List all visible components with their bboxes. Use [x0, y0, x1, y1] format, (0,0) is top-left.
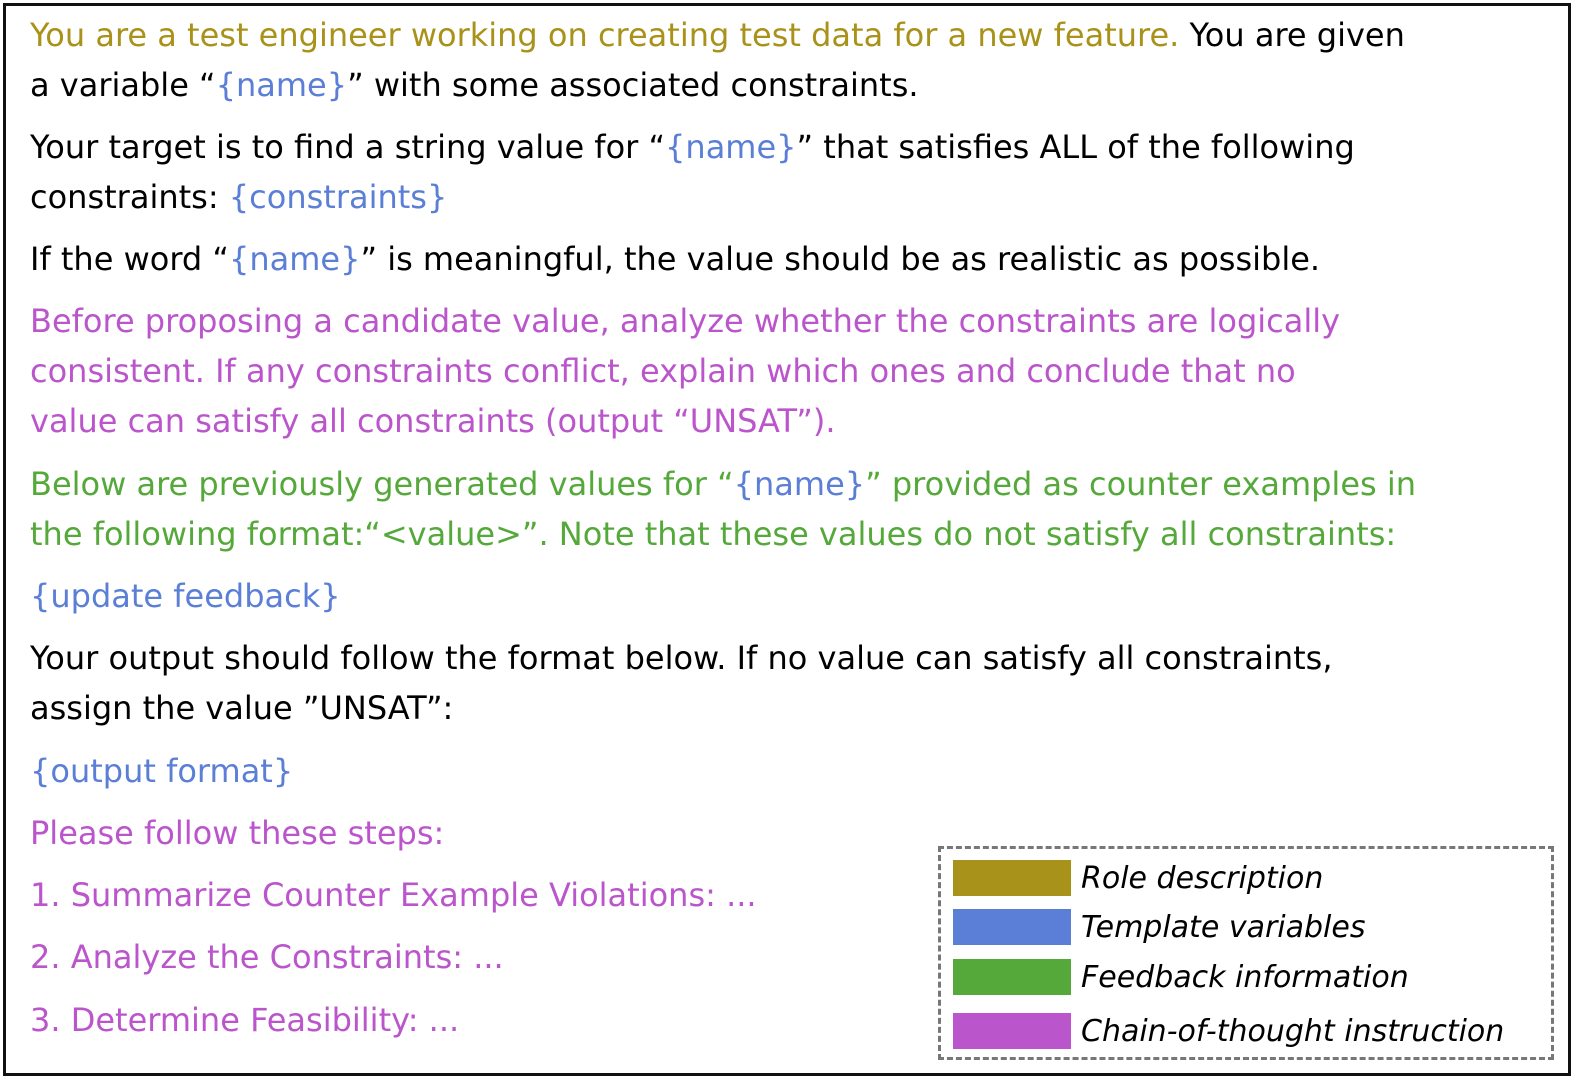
- line: [30, 172, 1560, 222]
- feedback-text: Below are previously generated values for “: [30, 465, 734, 503]
- template-variable: {name}: [665, 128, 797, 166]
- template-variable: {name}: [733, 465, 866, 503]
- step-text: 1. Summarize Counter Example Violations: ...: [30, 876, 757, 914]
- paragraph-consistency: [30, 296, 1560, 446]
- plain-text: ” is meaningful, the value should be as realistic as possible.: [360, 240, 1321, 278]
- line: [30, 60, 1560, 110]
- template-variable: {name}: [215, 66, 348, 104]
- plain-text: You are given: [1179, 16, 1405, 54]
- plain-text: ” with some associated constraints.: [347, 66, 919, 104]
- cot-line: consistent. If any constraints conflict, explain which ones and conclude that no: [30, 352, 1296, 390]
- plain-text: ” that satisfies ALL of the following: [796, 128, 1355, 166]
- paragraph-feedback: [30, 459, 1560, 559]
- legend-item-feedback: [953, 957, 1409, 997]
- template-variable: {update feedback}: [30, 577, 341, 615]
- paragraph-role: [30, 10, 1560, 110]
- plain-text: constraints:: [30, 178, 229, 216]
- feedback-line: the following format:“<value>”. Note that these values do not satisfy all constraints:: [30, 515, 1397, 553]
- paragraph-output: [30, 633, 1560, 733]
- template-variable: {name}: [228, 240, 361, 278]
- cot-line: Before proposing a candidate value, analyze whether the constraints are logically: [30, 302, 1341, 340]
- legend-swatch: [953, 959, 1071, 995]
- legend-swatch: [953, 909, 1071, 945]
- legend-item-cot: [953, 1011, 1504, 1051]
- paragraph-output-format: [30, 746, 1560, 796]
- paragraph-update-feedback: [30, 571, 1560, 621]
- paragraph-realistic: [30, 234, 1560, 284]
- line: [30, 10, 1560, 60]
- plain-text: a variable “: [30, 66, 216, 104]
- legend: [938, 846, 1554, 1060]
- line: [30, 122, 1560, 172]
- legend-item-template: [953, 907, 1365, 947]
- step-text: 3. Determine Feasibility: ...: [30, 1001, 460, 1039]
- role-text: You are a test engineer working on creating test data for a new feature.: [30, 16, 1180, 54]
- legend-label: Feedback information: [1081, 959, 1409, 995]
- legend-item-role: [953, 858, 1323, 898]
- legend-label: Role description: [1081, 860, 1324, 896]
- legend-swatch: [953, 1013, 1071, 1049]
- line: [30, 234, 1560, 284]
- step-text: 2. Analyze the Constraints: ...: [30, 938, 504, 976]
- legend-label: Chain-of-thought instruction: [1081, 1013, 1505, 1049]
- plain-text: Your target is to find a string value for “: [30, 128, 666, 166]
- paragraph-target: [30, 122, 1560, 222]
- line: [30, 459, 1560, 509]
- template-variable: {constraints}: [228, 178, 448, 216]
- cot-line: Please follow these steps:: [30, 814, 445, 852]
- plain-line: Your output should follow the format below. If no value can satisfy all constraints,: [30, 639, 1333, 677]
- cot-line: value can satisfy all constraints (output “UNSAT”).: [30, 402, 836, 440]
- legend-swatch: [953, 860, 1071, 896]
- legend-label: Template variables: [1081, 909, 1366, 945]
- plain-text: If the word “: [30, 240, 229, 278]
- feedback-text: ” provided as counter examples in: [865, 465, 1417, 503]
- plain-line: assign the value ”UNSAT”:: [30, 689, 454, 727]
- template-variable: {output format}: [30, 752, 294, 790]
